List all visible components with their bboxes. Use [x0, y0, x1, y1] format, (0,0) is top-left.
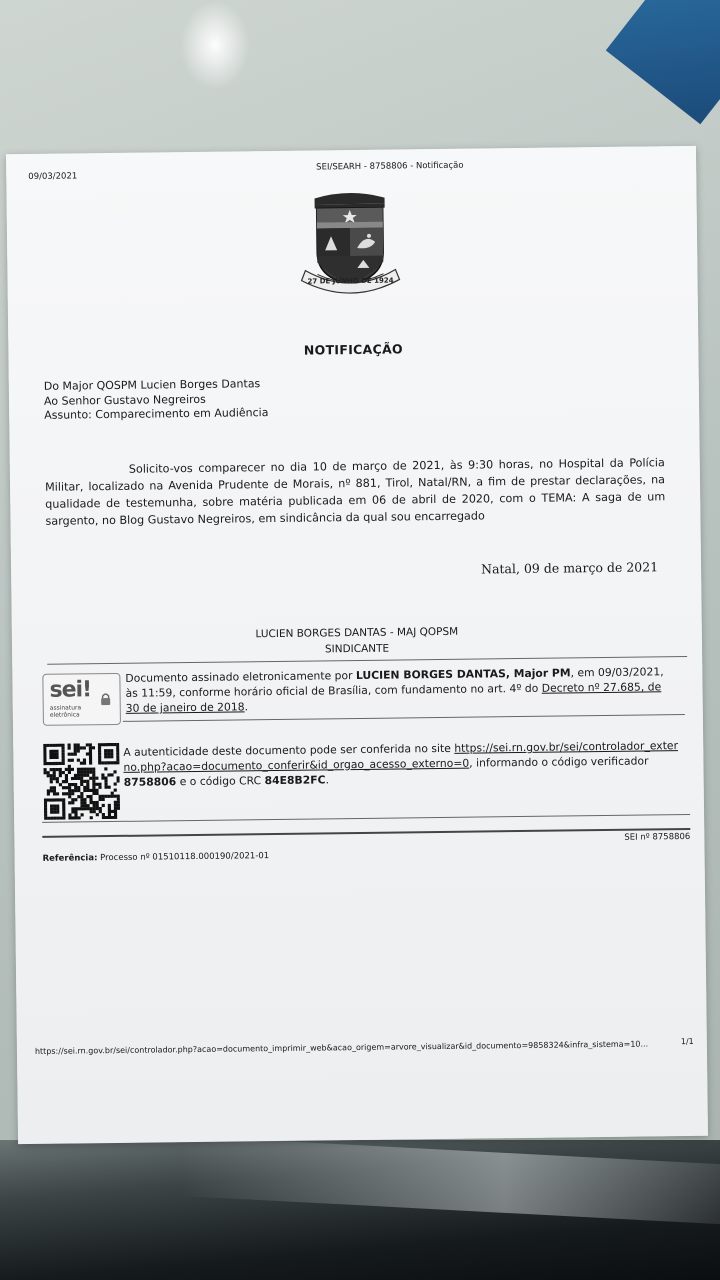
crc-code: 84E8B2FC — [264, 773, 326, 788]
footer-print-url: https://sei.rn.gov.br/sei/controlador.php?acao=documento_imprimir_web&acao_origem=arvore_visualizar&id_documento=9858324&infra_sistema=10... — [34, 1039, 649, 1056]
place-and-date: Natal, 09 de março de 2021 — [480, 559, 659, 577]
sei-logo-word: sei! — [49, 677, 92, 703]
reference-label: Referência: — [42, 853, 98, 864]
signatory-role: SINDICANTE — [324, 642, 390, 656]
divider — [123, 714, 685, 722]
coat-of-arms-emblem — [294, 189, 405, 300]
electronic-signature-text: Documento assinado eletronicamente por LUCIEN BORGES DANTAS, Major PM, em 09/03/2021, às 11:59, conforme horário oficial de Brasília, com fundamento no art. 4º do Decreto nº 27.685, de 30 de janeiro de 2018. — [125, 665, 664, 715]
footer-page-number: 1/1 — [680, 1036, 694, 1047]
sei-signature-logo — [42, 673, 121, 726]
authenticity-text: A autenticidade deste documento pode ser conferida no site https://sei.rn.gov.br/sei/controlador_externo.php?acao=documento_conferir&id_orgao_acesso_externo=0, informando o código verificador 8758806 e o código CRC 84E8B2FC. — [123, 739, 679, 789]
signatory-name: LUCIEN BORGES DANTAS - MAJ QOPSM — [255, 625, 459, 641]
body-paragraph: Solicito-vos comparecer no dia 10 de março de 2021, às 9:30 horas, no Hospital da Polícia Militar, localizado na Avenida Prudente de Morais, nº 881, Tirol, Natal/RN, a fim de prestar declarações, na qualidade de testemunha, sobre matéria publicada em 06 de abril de 2020, com o TEMA: A saga de um sargento, no Blog Gustavo Negreiros, em sindicância da qual sou encarregado — [44, 456, 666, 528]
address-to: Ao Senhor Gustavo Negreiros — [43, 392, 206, 408]
qr-code — [43, 743, 120, 820]
sei-number: SEI nº 8758806 — [624, 831, 691, 843]
address-subject: Assunto: Comparecimento em Audiência — [44, 406, 269, 422]
sei-logo-subtitle: assinatura eletrônica — [49, 704, 82, 719]
address-block — [44, 377, 269, 423]
emblem-ribbon-text: 27 DE JUNHO DE 1924 — [307, 276, 394, 286]
verification-link[interactable]: https://sei.rn.gov.br/sei/controlador_externo.php?acao=documento_conferir&id_orgao_acesso_externo=0 — [123, 739, 679, 774]
header-date: 09/03/2021 — [28, 171, 78, 182]
decree-link[interactable]: Decreto nº 27.685, de 30 de janeiro de 2018 — [125, 680, 662, 715]
header-document-id: SEI/SEARH - 8758806 - Notificação — [316, 160, 464, 173]
reference-value: Processo nº 01510118.000190/2021-01 — [100, 851, 270, 864]
verifier-code: 8758806 — [123, 775, 177, 789]
signer-name: LUCIEN BORGES DANTAS, Major PM — [355, 666, 571, 683]
light-glare — [180, 0, 250, 90]
document-page — [6, 146, 708, 1144]
lock-icon — [99, 692, 113, 706]
divider — [42, 814, 690, 823]
divider-double — [42, 828, 690, 838]
address-from: Do Major QOSPM Lucien Borges Dantas — [43, 377, 261, 393]
reference-line — [43, 851, 270, 864]
blue-object — [606, 0, 720, 124]
document-title: NOTIFICAÇÃO — [303, 341, 404, 358]
